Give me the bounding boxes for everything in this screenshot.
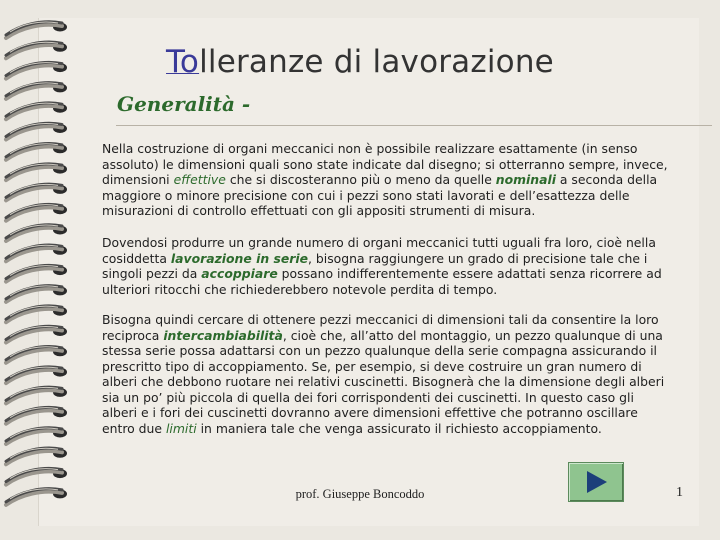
spiral-ring: [6, 367, 67, 383]
spiral-ring: [6, 326, 67, 342]
text-run: possano indifferentemente essere adattati senza ricorrere ad ulteriori ritocchi che richiederebbero notevole perdita di tempo.: [102, 266, 662, 297]
text-run: , bisogna raggiungere un grado di precisione tale che i singoli pezzi da: [102, 250, 648, 281]
paragraph-2: [102, 235, 672, 297]
divider-line: [116, 125, 712, 126]
spiral-ring: [6, 347, 67, 363]
paragraph-3: [102, 312, 672, 436]
spiral-ring: [6, 184, 67, 200]
emphasis-term: limiti: [165, 420, 197, 436]
emphasis-term: intercambiabilità: [163, 327, 283, 343]
emphasis-term: effettive: [173, 172, 226, 187]
spiral-ring: [6, 83, 67, 99]
spiral-ring: [6, 164, 67, 180]
text-run: in maniera tale che venga assicurato il richiesto accoppiamento.: [196, 420, 602, 436]
page-number: 1: [676, 485, 683, 500]
footer-author: prof. Giuseppe Boncoddo: [295, 487, 425, 501]
text-run: , cioè che, all’atto del montaggio, un pezzo qualunque di una stessa serie possa adattarsi con un pezzo qualunque della serie compagna assicurando il prescritto tipo di accoppiamento. Se, per esempio, si deve costruire un gran numero di alberi che debbono ruotare nei relativi cuscinetti. Bisognerà che la dimensione degli alberi sia un po’ più piccola di quella dei fori corrispondenti dei cuscinetti. In questo caso gli alberi e i fori dei cuscinetti dovranno avere dimensioni effettive che potranno oscillare entro due: [102, 327, 665, 436]
title-rest: lleranze di lavorazione: [199, 44, 554, 80]
spiral-ring: [6, 407, 67, 423]
text-run: Dovendosi produrre un grande numero di organi meccanici tutti uguali fra loro, cioè nella cosiddetta: [102, 235, 656, 266]
spiral-ring: [6, 468, 67, 484]
text-run: a seconda della maggiore o minore precisione con cui i pezzi sono stati lavorati e dell’esattezza delle misurazioni di controllo effettuati con gli appositi strumenti di misura.: [102, 172, 658, 218]
slide-title: [0, 44, 720, 80]
spiral-ring: [6, 144, 67, 160]
text-run: Bisogna quindi cercare di ottenere pezzi meccanici di dimensioni tali da consentire la loro reciproca: [102, 312, 659, 343]
spiral-ring: [6, 204, 67, 220]
text-run: che si discosteranno più o meno da quelle: [225, 172, 496, 187]
title-highlight: To: [166, 44, 200, 80]
spiral-ring: [6, 103, 67, 119]
spiral-ring: [6, 245, 67, 261]
spiral-ring: [6, 428, 67, 444]
emphasis-term: accoppiare: [201, 266, 278, 281]
spiral-ring: [6, 286, 67, 302]
spiral-binding: [0, 0, 80, 540]
emphasis-term: lavorazione in serie: [170, 250, 309, 266]
spiral-ring: [6, 448, 67, 464]
spiral-ring: [6, 387, 67, 403]
emphasis-term: nominali: [495, 172, 556, 187]
text-run: Nella costruzione di organi meccanici non è possibile realizzare esattamente (in senso assoluto) le dimensioni quali sono state indicate dal disegno; si otterranno sempre, invece, dimensioni: [102, 141, 668, 187]
slide-subtitle: Generalità -: [117, 92, 251, 116]
spiral-ring: [6, 123, 67, 139]
spiral-ring: [6, 22, 67, 38]
spiral-ring: [6, 225, 67, 241]
spiral-ring: [6, 306, 67, 322]
spiral-ring: [6, 265, 67, 281]
paragraph-1: [102, 141, 672, 219]
